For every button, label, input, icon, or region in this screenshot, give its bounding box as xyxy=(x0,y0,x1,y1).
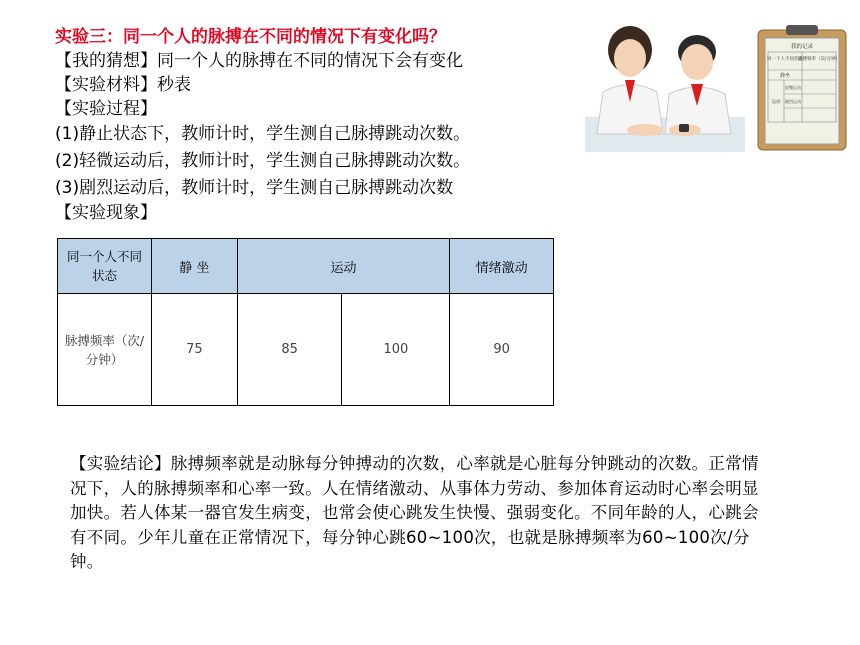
header-state-text: 同一个人不同状态 xyxy=(66,249,142,283)
stopwatch xyxy=(679,124,689,132)
clipboard-clip xyxy=(786,25,818,35)
header-emotion: 情绪激动 xyxy=(450,239,554,294)
header-rest: 静 坐 xyxy=(151,239,237,294)
clipboard-col2: 脉搏频率（次/分钟） xyxy=(797,57,841,62)
clipboard-col1: 同一个人不同状态 xyxy=(767,57,803,62)
step-3: (3)剧烈运动后，教师计时，学生测自己脉搏跳动次数 xyxy=(55,178,454,198)
row-label-text: 脉搏频率（次/分钟） xyxy=(64,332,145,367)
cell-light-exercise: 85 xyxy=(237,294,342,406)
clipboard-subrow-heavy: 剧烈运动 xyxy=(785,99,801,104)
header-exercise: 运动 xyxy=(237,239,449,294)
students-illustration xyxy=(585,22,745,152)
cell-heavy-exercise: 100 xyxy=(342,294,450,406)
girl-hands xyxy=(627,124,663,136)
clipboard-illustration xyxy=(756,24,848,152)
conclusion-paragraph: 【实验结论】脉搏频率就是动脉每分钟搏动的次数，心率就是心脏每分钟跳动的次数。正常情况下，人的脉搏频率和心率一致。人在情绪激动、从事体力劳动、参加体育运动时心率会明显加快。若人体某一器官发生病变，也常会使心跳发生快慢、强弱变化。不同年龄的人，心跳会有不同。少年儿童在正常情况下，每分钟心跳60~100次，也就是脉搏频率为60~100次/分钟。 xyxy=(70,454,759,572)
header-state xyxy=(58,239,152,294)
phenomenon-label: 【实验现象】 xyxy=(55,203,157,223)
guess-text: 【我的猜想】同一个人的脉搏在不同的情况下会有变化 xyxy=(55,51,463,71)
boy-face xyxy=(681,44,713,80)
step-2: (2)轻微运动后，教师计时，学生测自己脉搏跳动次数。 xyxy=(55,151,471,171)
clipboard-title: 我的记录 xyxy=(790,44,814,50)
materials-text: 【实验材料】秒表 xyxy=(55,75,191,95)
step-1: (1)静止状态下，教师计时，学生测自己脉搏跳动次数。 xyxy=(55,124,471,144)
cell-emotion: 90 xyxy=(450,294,554,406)
clipboard-row-exercise: 运动 xyxy=(771,100,781,105)
clipboard-subrow-light: 轻微运动 xyxy=(785,85,801,90)
pulse-table xyxy=(57,238,554,406)
clipboard-row-rest: 静坐 xyxy=(779,73,791,79)
cell-rest: 75 xyxy=(151,294,237,406)
girl-face xyxy=(614,39,646,77)
table-header-row xyxy=(58,239,554,294)
experiment-title: 实验三：同一个人的脉搏在不同的情况下有变化吗？ xyxy=(55,27,446,47)
process-label: 【实验过程】 xyxy=(55,99,157,119)
row-label-pulse xyxy=(58,294,152,406)
table-row xyxy=(58,294,554,406)
